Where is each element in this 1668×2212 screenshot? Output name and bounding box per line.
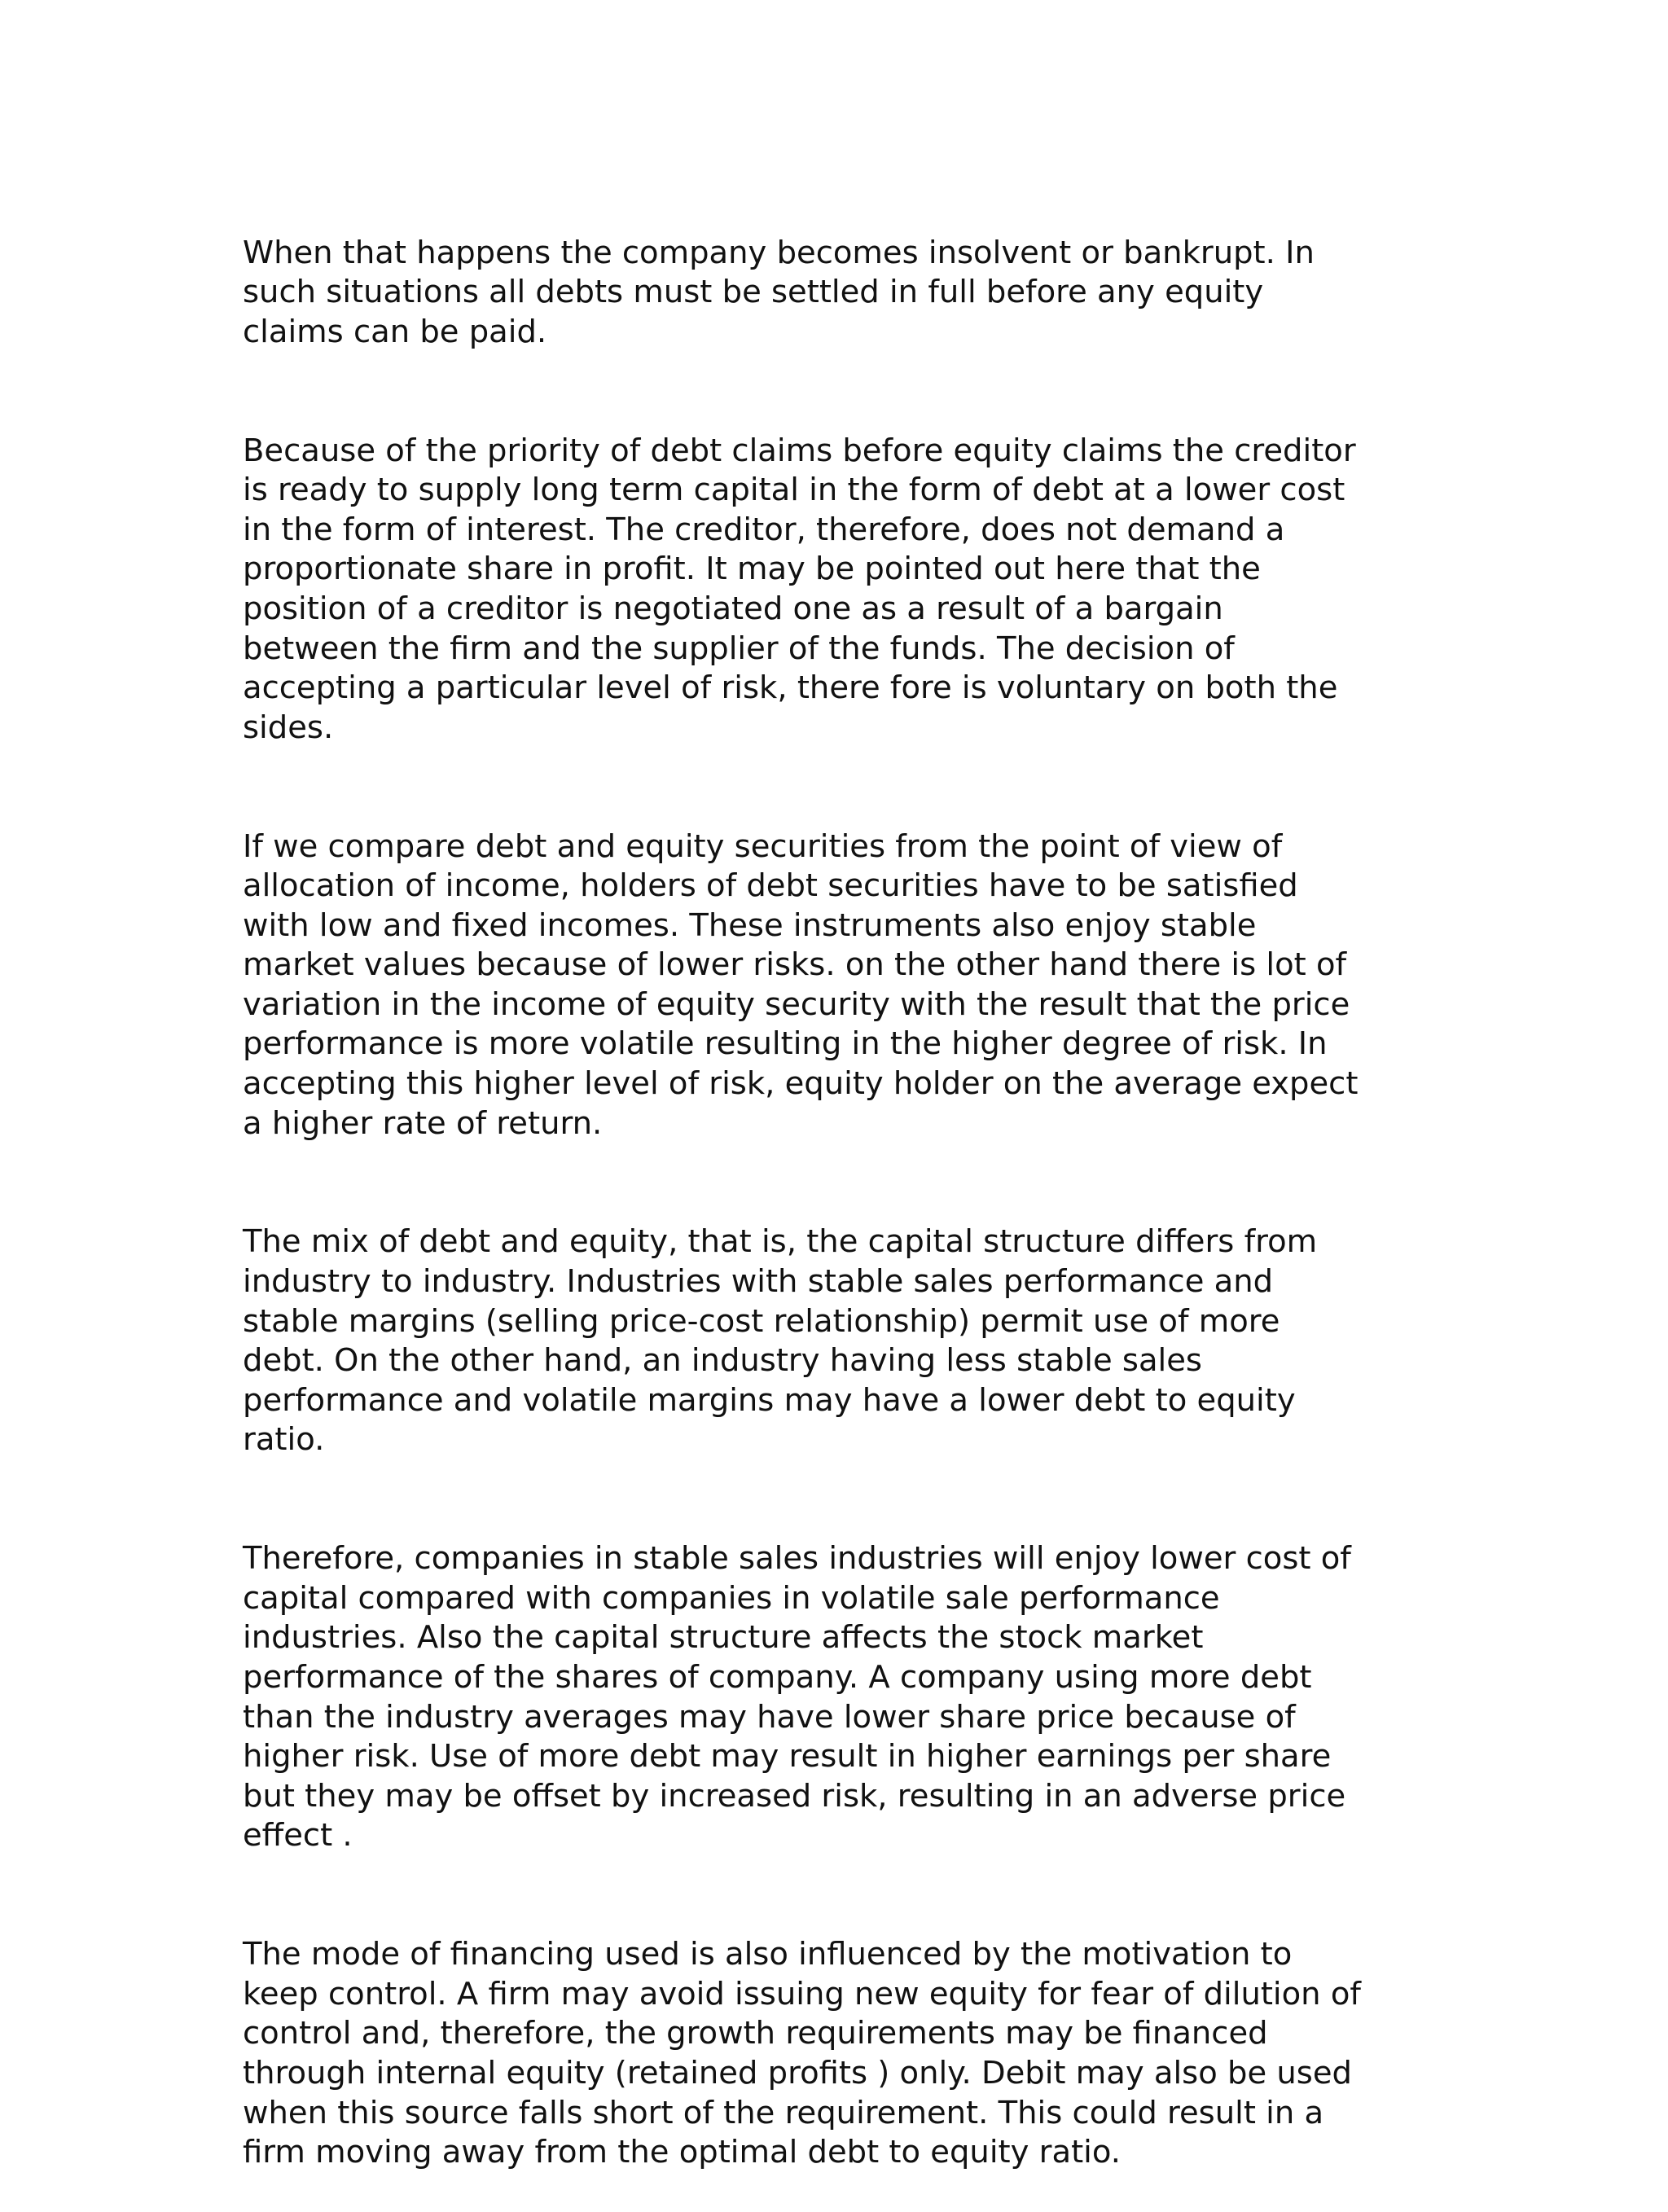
paragraph-5: Therefore, companies in stable sales industries will enjoy lower cost of capital compared with companies in volatile sale performance industries. Also the capital structure affects the stock market performance of the shares of company. A company using more debt than the industry averages may have lower share price because of higher risk. Use of more debt may result in higher earnings per share but they may be offset by increased risk, resulting in an adverse price effect .: [243, 1540, 1351, 1854]
document-body: [243, 194, 1432, 2212]
paragraph-2: Because of the priority of debt claims before equity claims the creditor is ready to supply long term capital in the form of debt at a lower cost in the form of interest. The creditor, therefore, does not demand a proportionate share in profit. It may be pointed out here that the position of a creditor is negotiated one as a result of a bargain between the firm and the supplier of the funds. The decision of accepting a particular level of risk, there fore is voluntary on both the sides.: [243, 432, 1356, 746]
paragraph-3: If we compare debt and equity securities from the point of view of allocation of income, holders of debt securities have to be satisfied with low and fixed incomes. These instruments also enjoy stable market values because of lower risks. on the other hand there is lot of variation in the income of equity security with the result that the price performance is more volatile resulting in the higher degree of risk. In accepting this higher level of risk, equity holder on the average expect a higher rate of return.: [243, 827, 1359, 1142]
paragraph-4: The mix of debt and equity, that is, the capital structure differs from industry to industry. Industries with stable sales performance and stable margins (selling price-cost relationship) permit use of more debt. On the other hand, an industry having less stable sales performance and volatile margins may have a lower debt to equity ratio.: [243, 1223, 1318, 1459]
paragraph-6: The mode of financing used is also influenced by the motivation to keep control. A firm may avoid issuing new equity for fear of dilution of control and, therefore, the growth requirements may be financed through internal equity (retained profits ) only. Debit may also be used when this source falls short of the requirement. This could result in a firm moving away from the optimal debt to equity ratio.: [243, 1936, 1361, 2171]
paragraph-1: When that happens the company becomes insolvent or bankrupt. In such situations all debts must be settled in full before any equity claims can be paid.: [243, 234, 1315, 350]
